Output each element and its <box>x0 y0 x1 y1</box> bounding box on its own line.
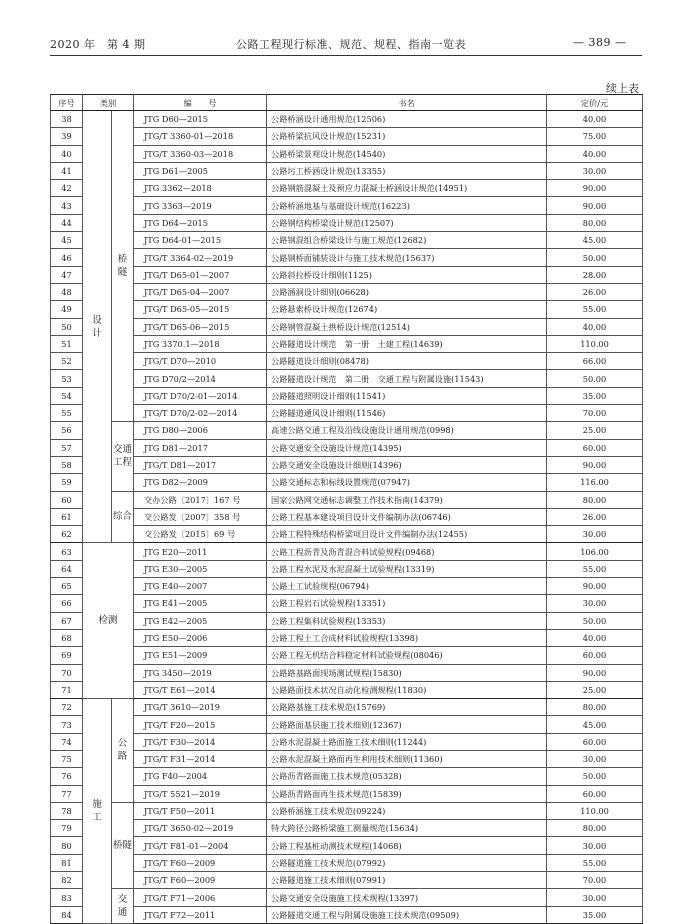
table-row <box>51 629 643 646</box>
standard-code: JTG/T F50—2011 <box>134 802 267 819</box>
standard-code: 交公路发〔2007〕358 号 <box>134 508 267 525</box>
book-title: 公路交通标志和标线设置规范(07947) <box>267 474 547 491</box>
row-number: 67 <box>51 612 83 629</box>
book-price: 25.00 <box>547 422 643 439</box>
standard-code: JTG/T F60—2009 <box>134 872 267 889</box>
book-price: 70.00 <box>547 872 643 889</box>
book-price: 60.00 <box>547 439 643 456</box>
standard-code: JTG/T 3364-02—2019 <box>134 249 267 266</box>
book-price: 75.00 <box>547 128 643 145</box>
table-row <box>51 733 643 750</box>
row-number: 39 <box>51 128 83 145</box>
book-price: 110.00 <box>547 802 643 819</box>
book-price: 35.00 <box>547 387 643 404</box>
book-title: 公路工程特殊结构桥梁项目设计文件编制办法(12455) <box>267 526 547 543</box>
table-row <box>51 197 643 214</box>
book-price: 90.00 <box>547 578 643 595</box>
row-number: 41 <box>51 162 83 179</box>
book-price: 70.00 <box>547 405 643 422</box>
standard-code: JTG/T 3610—2019 <box>134 699 267 716</box>
row-number: 64 <box>51 560 83 577</box>
row-number: 47 <box>51 266 83 283</box>
table-row <box>51 664 643 681</box>
standard-code: JTG/T D65-05—2015 <box>134 301 267 318</box>
standard-code: JTG E50—2006 <box>134 629 267 646</box>
table-row <box>51 474 643 491</box>
book-price: 50.00 <box>547 370 643 387</box>
book-price: 90.00 <box>547 180 643 197</box>
row-number: 57 <box>51 439 83 456</box>
book-title: 公路交通安全设施施工技术规程(13397) <box>267 889 547 906</box>
table-row <box>51 232 643 249</box>
book-title: 公路土工试验规程(06794) <box>267 578 547 595</box>
book-price: 80.00 <box>547 820 643 837</box>
standard-code: JTG/T F72—2011 <box>134 906 267 923</box>
book-title: 公路路基施工技术规范(15769) <box>267 699 547 716</box>
standard-code: JTG D61—2005 <box>134 162 267 179</box>
book-title: 公路交通安全设施设计细则(14396) <box>267 456 547 473</box>
standard-code: JTG/T F20—2015 <box>134 716 267 733</box>
book-title: 公路隧道交通工程与附属设施施工技术规范(09509) <box>267 906 547 923</box>
book-title: 公路钢结构桥梁设计规范(12507) <box>267 214 547 231</box>
book-title: 公路工程沥青及沥青混合料试验规程(09468) <box>267 543 547 560</box>
book-price: 55.00 <box>547 854 643 871</box>
book-price: 50.00 <box>547 612 643 629</box>
book-price: 80.00 <box>547 214 643 231</box>
table-row <box>51 889 643 906</box>
book-title: 公路钢桥面铺装设计与施工技术规范(15637) <box>267 249 547 266</box>
book-title: 公路工程无机结合料稳定材料试验规程(08046) <box>267 647 547 664</box>
book-title: 公路水泥混凝土路面施工技术细则(11244) <box>267 733 547 750</box>
standard-code: JTG E42—2005 <box>134 612 267 629</box>
standard-code: JTG 3370.1—2018 <box>134 335 267 352</box>
book-price: 30.00 <box>547 595 643 612</box>
book-title: 公路圬工桥涵设计规范(13355) <box>267 162 547 179</box>
table-row <box>51 612 643 629</box>
standard-code: JTG F40—2004 <box>134 768 267 785</box>
book-title: 公路桥梁景观设计规范(14540) <box>267 145 547 162</box>
table-row <box>51 681 643 698</box>
book-price: 90.00 <box>547 456 643 473</box>
row-number: 78 <box>51 802 83 819</box>
book-title: 公路涵洞设计细则(06628) <box>267 283 547 300</box>
row-number: 60 <box>51 491 83 508</box>
standard-code: JTG/T D65-06—2015 <box>134 318 267 335</box>
row-number: 70 <box>51 664 83 681</box>
book-title: 公路钢管混凝土拱桥设计规范(12514) <box>267 318 547 335</box>
standard-code: JTG/T D81—2017 <box>134 456 267 473</box>
row-number: 58 <box>51 456 83 473</box>
table-row <box>51 543 643 560</box>
row-number: 54 <box>51 387 83 404</box>
standard-code: JTG/T D70/2-02—2014 <box>134 405 267 422</box>
standard-code: JTG 3363—2019 <box>134 197 267 214</box>
standards-table <box>50 94 643 924</box>
book-price: 40.00 <box>547 145 643 162</box>
table-row <box>51 439 643 456</box>
book-price: 50.00 <box>547 768 643 785</box>
book-title: 公路路面技术状况自动化检测规程(11830) <box>267 681 547 698</box>
book-price: 30.00 <box>547 837 643 854</box>
table-row <box>51 750 643 767</box>
table-row <box>51 422 643 439</box>
standard-code: 交办公路〔2017〕167 号 <box>134 491 267 508</box>
book-title: 公路工程岩石试验规程(13351) <box>267 595 547 612</box>
standard-code: JTG/T D65-04—2007 <box>134 283 267 300</box>
row-number: 69 <box>51 647 83 664</box>
row-number: 43 <box>51 197 83 214</box>
row-number: 80 <box>51 837 83 854</box>
col-category: 类别 <box>83 95 134 111</box>
standard-code: JTG 3362—2018 <box>134 180 267 197</box>
book-title: 公路桥涵施工技术规范(09224) <box>267 802 547 819</box>
book-title: 公路沥青路面施工技术规范(05328) <box>267 768 547 785</box>
book-title: 公路工程土工合成材料试验规程(13398) <box>267 629 547 646</box>
category-sub: 交 通 <box>112 889 134 924</box>
col-price: 定价/元 <box>547 95 643 111</box>
table-row <box>51 214 643 231</box>
row-number: 59 <box>51 474 83 491</box>
issue-label: 2020 年 第 4 期 <box>50 38 146 51</box>
row-number: 84 <box>51 906 83 923</box>
book-price: 80.00 <box>547 699 643 716</box>
standard-code: JTG/T D70—2010 <box>134 353 267 370</box>
book-title: 公路工程水泥及水泥混凝土试验规程(13319) <box>267 560 547 577</box>
table-row <box>51 456 643 473</box>
row-number: 42 <box>51 180 83 197</box>
table-row <box>51 854 643 871</box>
table-row <box>51 768 643 785</box>
header-rule <box>50 55 642 56</box>
table-row <box>51 578 643 595</box>
row-number: 76 <box>51 768 83 785</box>
book-price: 60.00 <box>547 785 643 802</box>
table-row <box>51 595 643 612</box>
row-number: 66 <box>51 595 83 612</box>
row-number: 38 <box>51 111 83 128</box>
standard-code: JTG/T E61—2014 <box>134 681 267 698</box>
standard-code: JTG/T D65-01—2007 <box>134 266 267 283</box>
standard-code: JTG E20—2011 <box>134 543 267 560</box>
category-sub: 综合 <box>112 491 134 543</box>
table-row <box>51 647 643 664</box>
continued-label: 续上表 <box>606 82 639 95</box>
table-row <box>51 405 643 422</box>
row-number: 52 <box>51 353 83 370</box>
table-row <box>51 162 643 179</box>
standard-code: JTG/T F60—2009 <box>134 854 267 871</box>
table-row <box>51 508 643 525</box>
standard-code: JTG D60—2015 <box>134 111 267 128</box>
table-row <box>51 318 643 335</box>
book-title: 公路隧道设计细则(08478) <box>267 353 547 370</box>
book-title: 公路路面基层施工技术细则(12367) <box>267 716 547 733</box>
standard-code: JTG/T F81-01—2004 <box>134 837 267 854</box>
book-title: 公路隧道通风设计细则(11546) <box>267 405 547 422</box>
row-number: 56 <box>51 422 83 439</box>
table-row <box>51 872 643 889</box>
row-number: 50 <box>51 318 83 335</box>
book-price: 30.00 <box>547 162 643 179</box>
book-price: 60.00 <box>547 733 643 750</box>
table-body <box>51 111 643 924</box>
category-main: 设 计 <box>83 111 112 543</box>
book-title: 公路桥涵地基与基础设计规范(16223) <box>267 197 547 214</box>
book-price: 25.00 <box>547 681 643 698</box>
book-price: 90.00 <box>547 197 643 214</box>
category-main: 检测 <box>83 543 134 699</box>
standard-code: JTG/T 3650-02—2019 <box>134 820 267 837</box>
row-number: 40 <box>51 145 83 162</box>
book-price: 28.00 <box>547 266 643 283</box>
standard-code: JTG E41—2005 <box>134 595 267 612</box>
col-code: 编 号 <box>134 95 267 111</box>
standard-code: JTG 3450—2019 <box>134 664 267 681</box>
table-row <box>51 699 643 716</box>
book-title: 公路悬索桥设计规范(12674) <box>267 301 547 318</box>
row-number: 65 <box>51 578 83 595</box>
book-title: 公路隧道照明设计细则(11541) <box>267 387 547 404</box>
row-number: 49 <box>51 301 83 318</box>
category-sub: 桥隧 <box>112 802 134 888</box>
row-number: 44 <box>51 214 83 231</box>
standard-code: JTG D81—2017 <box>134 439 267 456</box>
book-price: 30.00 <box>547 526 643 543</box>
table-row <box>51 301 643 318</box>
book-price: 40.00 <box>547 629 643 646</box>
row-number: 72 <box>51 699 83 716</box>
standard-code: JTG D82—2009 <box>134 474 267 491</box>
col-title: 书名 <box>267 95 547 111</box>
table-row <box>51 802 643 819</box>
row-number: 82 <box>51 872 83 889</box>
standard-code: JTG E40—2007 <box>134 578 267 595</box>
book-price: 40.00 <box>547 318 643 335</box>
row-number: 77 <box>51 785 83 802</box>
book-title: 公路隧道设计规范 第二册 交通工程与附属设施(11543) <box>267 370 547 387</box>
book-title: 公路工程基本建设项目设计文件编制办法(06746) <box>267 508 547 525</box>
book-title: 公路隧道施工技术细则(07991) <box>267 872 547 889</box>
book-title: 公路斜拉桥设计细则(1125) <box>267 266 547 283</box>
book-price: 110.00 <box>547 335 643 352</box>
book-price: 45.00 <box>547 716 643 733</box>
table-row <box>51 837 643 854</box>
book-title: 高速公路交通工程及沿线设施设计通用规范(0998) <box>267 422 547 439</box>
standard-code: JTG D70/2—2014 <box>134 370 267 387</box>
book-title: 公路路基路面现场测试规程(15830) <box>267 664 547 681</box>
standard-code: JTG D64—2015 <box>134 214 267 231</box>
book-title: 公路工程基桩动测技术规程(14068) <box>267 837 547 854</box>
book-title: 公路桥梁抗风设计规范(15231) <box>267 128 547 145</box>
row-number: 74 <box>51 733 83 750</box>
book-price: 45.00 <box>547 232 643 249</box>
col-no: 序号 <box>51 95 83 111</box>
page-number: — 389 — <box>573 36 627 49</box>
book-title: 国家公路网交通标志调整工作技术指南(14379) <box>267 491 547 508</box>
book-title: 公路钢混组合桥梁设计与施工规范(12682) <box>267 232 547 249</box>
book-price: 50.00 <box>547 249 643 266</box>
row-number: 75 <box>51 750 83 767</box>
table-row <box>51 111 643 128</box>
book-price: 116.00 <box>547 474 643 491</box>
book-price: 55.00 <box>547 301 643 318</box>
book-price: 80.00 <box>547 491 643 508</box>
standard-code: JTG/T D70/2-01—2014 <box>134 387 267 404</box>
row-number: 48 <box>51 283 83 300</box>
table-row <box>51 491 643 508</box>
book-title: 公路沥青路面再生技术规范(15839) <box>267 785 547 802</box>
table-row <box>51 266 643 283</box>
standard-code: JTG/T 3360-01—2018 <box>134 128 267 145</box>
standard-code: JTG E51—2009 <box>134 647 267 664</box>
table-row <box>51 785 643 802</box>
book-price: 26.00 <box>547 283 643 300</box>
row-number: 45 <box>51 232 83 249</box>
book-price: 30.00 <box>547 750 643 767</box>
book-price: 90.00 <box>547 664 643 681</box>
row-number: 51 <box>51 335 83 352</box>
book-title: 公路桥涵设计通用规范(12506) <box>267 111 547 128</box>
table-row <box>51 906 643 923</box>
book-price: 40.00 <box>547 111 643 128</box>
table-row <box>51 820 643 837</box>
table-header-row <box>51 95 643 111</box>
standard-code: JTG/T 5521—2019 <box>134 785 267 802</box>
standard-code: JTG E30—2005 <box>134 560 267 577</box>
standard-code: JTG D80—2006 <box>134 422 267 439</box>
row-number: 63 <box>51 543 83 560</box>
book-title: 公路隧道设计规范 第一册 土建工程(14639) <box>267 335 547 352</box>
row-number: 83 <box>51 889 83 906</box>
book-price: 55.00 <box>547 560 643 577</box>
standard-code: JTG/T 3360-03—2018 <box>134 145 267 162</box>
row-number: 55 <box>51 405 83 422</box>
category-sub: 交通工程 <box>112 422 134 491</box>
table-row <box>51 353 643 370</box>
book-title: 公路交通安全设施设计规范(14395) <box>267 439 547 456</box>
table-row <box>51 128 643 145</box>
table-row <box>51 387 643 404</box>
table-row <box>51 526 643 543</box>
standard-code: JTG/T F71—2006 <box>134 889 267 906</box>
table-row <box>51 283 643 300</box>
standard-code: JTG/T F31—2014 <box>134 750 267 767</box>
book-price: 60.00 <box>547 647 643 664</box>
category-main: 施 工 <box>83 699 112 924</box>
table-row <box>51 560 643 577</box>
table-row <box>51 180 643 197</box>
running-header <box>0 0 683 60</box>
book-price: 66.00 <box>547 353 643 370</box>
row-number: 79 <box>51 820 83 837</box>
row-number: 71 <box>51 681 83 698</box>
book-price: 106.00 <box>547 543 643 560</box>
book-price: 35.00 <box>547 906 643 923</box>
book-title: 特大跨径公路桥梁施工测量规范(15634) <box>267 820 547 837</box>
row-number: 62 <box>51 526 83 543</box>
row-number: 68 <box>51 629 83 646</box>
row-number: 73 <box>51 716 83 733</box>
table-row <box>51 335 643 352</box>
book-title: 公路隧道施工技术规范(07992) <box>267 854 547 871</box>
standard-code: 交公路发〔2015〕69 号 <box>134 526 267 543</box>
book-title: 公路工程集料试验规程(13353) <box>267 612 547 629</box>
book-price: 30.00 <box>547 889 643 906</box>
table-row <box>51 145 643 162</box>
table-row <box>51 370 643 387</box>
table-row <box>51 716 643 733</box>
standard-code: JTG D64-01—2015 <box>134 232 267 249</box>
category-sub: 桥 隧 <box>112 111 134 422</box>
category-sub: 公 路 <box>112 699 134 803</box>
standard-code: JTG/T F30—2014 <box>134 733 267 750</box>
page-title: 公路工程现行标准、规范、规程、指南一览表 <box>236 38 466 51</box>
row-number: 46 <box>51 249 83 266</box>
book-price: 26.00 <box>547 508 643 525</box>
row-number: 81 <box>51 854 83 871</box>
book-title: 公路钢筋混凝土及预应力混凝土桥涵设计规范(14951) <box>267 180 547 197</box>
book-title: 公路水泥混凝土路面再生利用技术细则(11360) <box>267 750 547 767</box>
row-number: 53 <box>51 370 83 387</box>
row-number: 61 <box>51 508 83 525</box>
